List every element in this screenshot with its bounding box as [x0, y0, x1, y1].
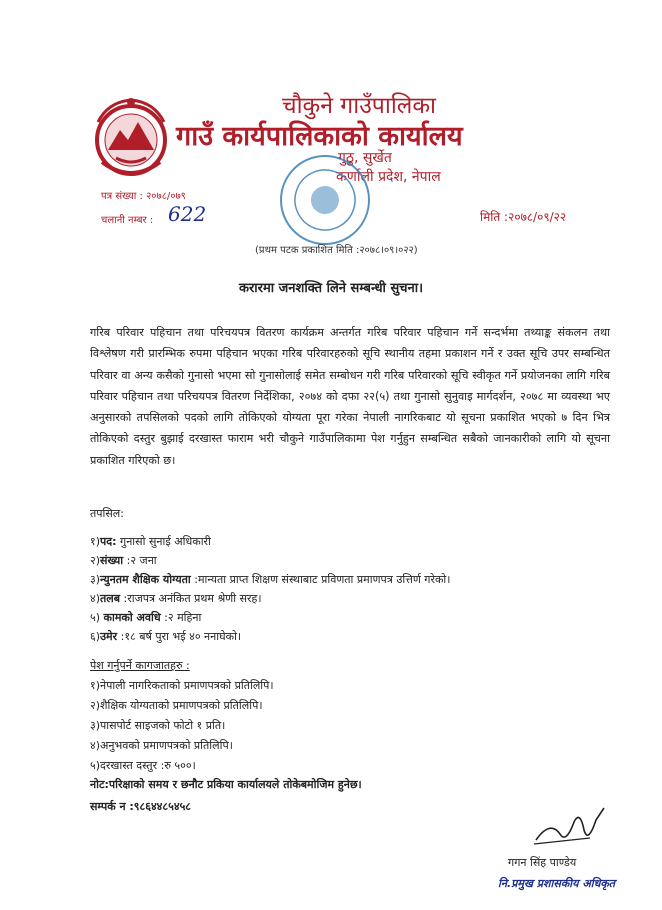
signature: [530, 800, 610, 850]
detail-duration: ५) कामको अवधि :२ महिना: [90, 611, 202, 624]
detail-qualification: ३)न्युनतम शैक्षिक योग्यता :मान्यता प्राप्त शिक्षण संस्थाबाट प्रविणता प्रमाणपत्र उत्तिर्ण गरेको।: [90, 573, 451, 586]
schedule-heading: तपसिल:: [90, 507, 124, 520]
detail-post: १)पद: गुनासो सुनाई अधिकारी: [90, 535, 211, 548]
address: गुठु, सुर्खेत: [338, 150, 392, 166]
notice-body: गरिब परिवार पहिचान तथा परिचयपत्र वितरण कार्यक्रम अन्तर्गत गरिब परिवार पहिचान गर्ने सन्दर्भमा तथ्याङ्क संकलन तथा विश्लेषण गरी प्रारम्भिक रुपमा पहिचान भएका गरिब परिवारहरुको सूचि स्थानीय तहमा प्रकाशन गर्ने र उक्त सूचि उपर सम्बन्धित परिवार वा अन्य कसैको गुनासो भएमा सो गुनासोलाई समेत सम्बोधन गरी गरिब परिवारको सूचि स्वीकृत गर्ने प्रयोजनका लागि गरिब परिवार पहिचान तथा परिचयपत्र वितरण निर्देशिका, २०७४ को दफा २२(५) तथा गुनासो सुनुवाइ मार्गदर्शन, २०७८ मा व्यवस्था भए अनुसारको तपसिलको पदको लागि तोकिएको योग्यता पूरा गरेका नेपाली नागरिकबाट यो सूचना प्रकाशित भएको ७ दिन भित्र तोकिएको दस्तुर बुझाई दरखास्त फाराम भरी चौकुने गाउँपालिकामा पेश गर्नुहुन सम्बन्धित सबैको जानकारीको लागि यो सूचना प्रकाशित गरिएको छ।: [90, 326, 610, 467]
date: मिति :२०७८/०९/२२: [480, 210, 567, 224]
documents-heading: पेश गर्नुपर्ने कागजातहरु :: [90, 659, 190, 672]
nepal-emblem-icon: [88, 92, 174, 182]
dispatch-number-value: 622: [168, 202, 207, 226]
document-item: २)शैक्षिक योग्यताको प्रमाणपत्रको प्रतिलिपि।: [90, 699, 263, 712]
detail-salary: ४)तलब :राजपत्र अनंकित प्रथम श्रेणी सरह।: [90, 592, 262, 605]
note: नोट:परिक्षाको समय र छनौट प्रकिया कार्यालयले तोकेबमोजिम हुनेछ।: [90, 778, 362, 791]
document-item: ३)पासपोर्ट साइजको फोटो १ प्रति।: [90, 719, 226, 732]
dispatch-number-label: चलानी नम्बर :: [101, 215, 154, 226]
document-item: १)नेपाली नागरिकताको प्रमाणपत्रको प्रतिलिपि।: [90, 679, 274, 692]
contact-number: सम्पर्क न :९८६४४८५४५८: [90, 800, 192, 813]
first-published-date: (प्रथम पटक प्रकाशित मिति :२०७८।०९।०२२): [255, 245, 418, 256]
letter-number: पत्र संख्या : २०७८/०७९: [101, 191, 186, 202]
org-name: चौकुने गाउँपालिका: [282, 93, 437, 119]
detail-age: ६)उमेर :१८ बर्ष पुरा भई ४० ननाघेको।: [90, 630, 242, 643]
office-stamp: [274, 150, 376, 250]
document-item: ५)दरखास्त दस्तुर :रु ५००।: [90, 759, 196, 772]
province: कर्णाली प्रदेश, नेपाल: [336, 169, 441, 185]
signatory-title: नि.प्रमुख प्रशासकीय अधिकृत: [498, 877, 616, 890]
notice-title: करारमा जनशक्ति लिने सम्बन्धी सुचना।: [238, 281, 424, 296]
office-name: गाउँ कार्यपालिकाको कार्यालय: [176, 121, 463, 152]
signatory-name: गगन सिंह पाण्डेय: [508, 856, 577, 869]
document-item: ४)अनुभवको प्रमाणपत्रको प्रतिलिपि।: [90, 739, 233, 752]
detail-count: २)संख्या :२ जना: [90, 554, 157, 567]
